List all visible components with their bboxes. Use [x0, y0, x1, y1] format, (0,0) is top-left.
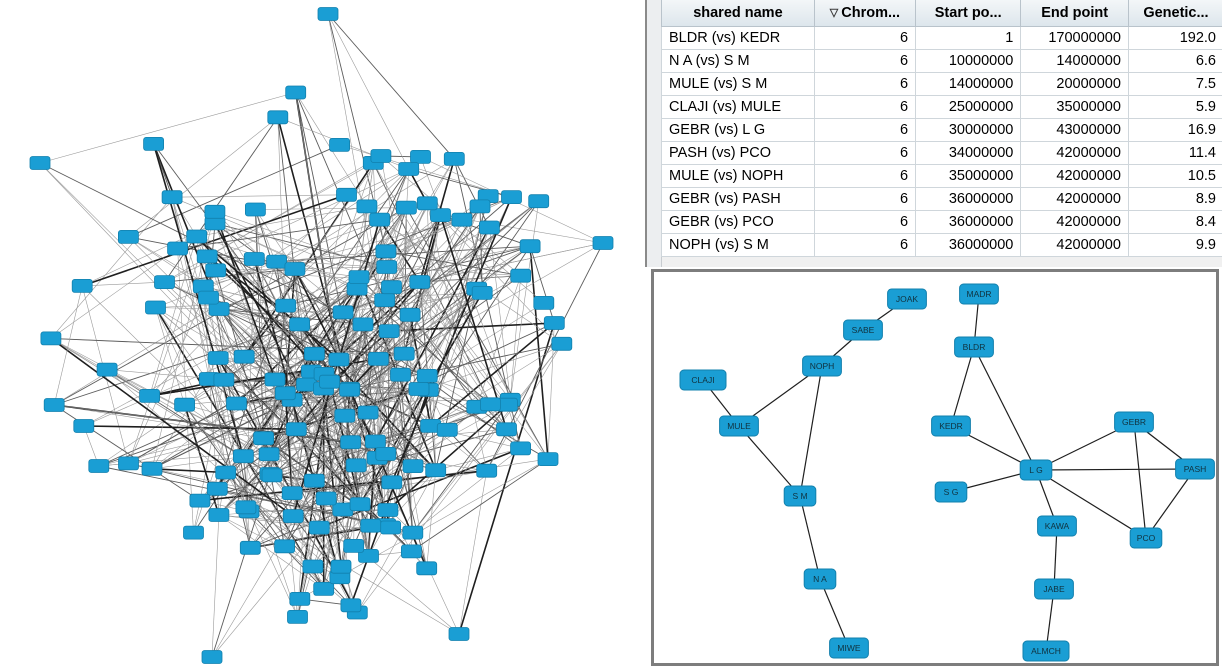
table-cell-end_point[interactable]: 43000000	[1021, 119, 1129, 142]
large-network-node[interactable]	[538, 453, 558, 466]
subnetwork-node-label: GEBR	[1121, 416, 1147, 427]
large-network-node[interactable]	[378, 504, 398, 517]
large-network-node[interactable]	[449, 628, 469, 641]
large-network-edge[interactable]	[154, 144, 325, 374]
table-cell-start_point[interactable]: 10000000	[916, 50, 1021, 73]
table-cell-chromosome[interactable]: 6	[814, 188, 915, 211]
large-network-node[interactable]	[417, 562, 437, 575]
large-network-node[interactable]	[511, 269, 531, 282]
table-row[interactable]	[662, 119, 1222, 142]
large-network-node[interactable]	[144, 137, 164, 150]
large-network-nodes[interactable]	[30, 8, 613, 664]
table-cell-start_point[interactable]: 1	[916, 27, 1021, 50]
large-network-node[interactable]	[377, 261, 397, 274]
large-network-node[interactable]	[309, 521, 329, 534]
large-network-node[interactable]	[290, 318, 310, 331]
table-body[interactable]	[662, 27, 1222, 257]
table-cell-shared_name[interactable]: NOPH (vs) S M	[662, 234, 815, 257]
column-header-start-point-label: Start po...	[934, 5, 1002, 21]
large-network-node[interactable]	[168, 242, 188, 255]
large-network-node[interactable]	[417, 197, 437, 210]
large-network-edge[interactable]	[54, 286, 82, 405]
large-network-node[interactable]	[72, 279, 92, 292]
table-cell-genetic[interactable]: 8.4	[1128, 211, 1222, 234]
table-header-row	[662, 0, 1222, 27]
large-network-node[interactable]	[401, 545, 421, 558]
subnetwork-nodes[interactable]	[680, 284, 1214, 661]
large-network-node[interactable]	[337, 188, 357, 201]
large-network-node[interactable]	[236, 501, 256, 514]
large-network-node[interactable]	[361, 519, 381, 532]
large-network-node[interactable]	[431, 209, 451, 222]
column-header-chromosome[interactable]	[814, 0, 915, 27]
large-network-node[interactable]	[262, 469, 282, 482]
large-network-node[interactable]	[382, 476, 402, 489]
table-cell-genetic[interactable]: 8.9	[1128, 188, 1222, 211]
subnetwork-node[interactable]	[1023, 641, 1069, 661]
large-network-edge[interactable]	[278, 117, 307, 384]
table-cell-shared_name[interactable]: GEBR (vs) PASH	[662, 188, 815, 211]
large-network-node[interactable]	[304, 474, 324, 487]
table-cell-shared_name[interactable]: N A (vs) S M	[662, 50, 815, 73]
table-cell-chromosome[interactable]: 6	[814, 27, 915, 50]
column-header-chromosome-label: Chrom...	[841, 5, 901, 21]
subnetwork-node-label: NOPH	[809, 360, 835, 371]
large-network-node[interactable]	[417, 369, 437, 382]
large-network-node[interactable]	[403, 526, 423, 539]
large-network-node[interactable]	[276, 299, 296, 312]
large-network-node[interactable]	[155, 276, 175, 289]
large-network-node[interactable]	[330, 138, 350, 151]
large-network-node[interactable]	[511, 442, 531, 455]
table-cell-end_point[interactable]: 42000000	[1021, 188, 1129, 211]
large-network-node[interactable]	[97, 363, 117, 376]
large-network-node[interactable]	[329, 353, 349, 366]
large-network-node[interactable]	[479, 221, 499, 234]
large-network-node[interactable]	[426, 464, 446, 477]
large-network-node[interactable]	[184, 526, 204, 539]
large-network-node[interactable]	[140, 389, 160, 402]
large-network-node[interactable]	[480, 398, 500, 411]
large-network-node[interactable]	[371, 150, 391, 163]
large-network-node[interactable]	[534, 296, 554, 309]
subnetwork-node[interactable]	[804, 569, 836, 589]
table-cell-shared_name[interactable]: GEBR (vs) PCO	[662, 211, 815, 234]
large-network-node[interactable]	[89, 460, 109, 473]
table-cell-chromosome[interactable]: 6	[814, 234, 915, 257]
large-network-node[interactable]	[403, 460, 423, 473]
large-network-node[interactable]	[74, 420, 94, 433]
large-network-node[interactable]	[520, 240, 540, 253]
large-network-node[interactable]	[376, 447, 396, 460]
subnetwork-node[interactable]	[932, 416, 971, 436]
subnetwork-node[interactable]	[803, 356, 842, 376]
large-network-node[interactable]	[375, 294, 395, 307]
subnetwork-edges	[703, 294, 1195, 651]
large-network-node[interactable]	[394, 347, 414, 360]
table-cell-start_point[interactable]: 35000000	[916, 165, 1021, 188]
subnetwork-node-label: CLAJI	[691, 374, 715, 385]
subnetwork-node[interactable]	[955, 337, 994, 357]
large-network-node[interactable]	[44, 399, 64, 412]
subnetwork-node[interactable]	[1038, 516, 1077, 536]
large-network-node[interactable]	[349, 271, 369, 284]
table-row[interactable]	[662, 27, 1222, 50]
large-network-node[interactable]	[283, 510, 303, 523]
selected-subnetwork-view[interactable]	[651, 269, 1219, 666]
large-network-node[interactable]	[452, 213, 472, 226]
large-network-node[interactable]	[282, 487, 302, 500]
large-network-node[interactable]	[275, 387, 295, 400]
table-cell-genetic[interactable]: 11.4	[1128, 142, 1222, 165]
table-cell-chromosome[interactable]: 6	[814, 119, 915, 142]
large-network-node[interactable]	[290, 592, 310, 605]
large-network-node[interactable]	[399, 163, 419, 176]
large-network-node[interactable]	[346, 459, 366, 472]
subnetwork-node-label: PASH	[1183, 463, 1207, 474]
large-network-node[interactable]	[318, 8, 338, 21]
table-cell-start_point[interactable]: 36000000	[916, 234, 1021, 257]
selected-subnetwork-canvas[interactable]	[654, 272, 1216, 663]
table-cell-end_point[interactable]: 42000000	[1021, 142, 1129, 165]
large-network-node[interactable]	[314, 582, 334, 595]
table-cell-genetic[interactable]: 16.9	[1128, 119, 1222, 142]
table-cell-end_point[interactable]: 20000000	[1021, 73, 1129, 96]
large-network-node[interactable]	[497, 423, 517, 436]
large-network-node[interactable]	[207, 482, 227, 495]
large-network-node[interactable]	[214, 373, 234, 386]
table-cell-chromosome[interactable]: 6	[814, 211, 915, 234]
large-network-node[interactable]	[118, 230, 138, 243]
large-network-node[interactable]	[190, 494, 210, 507]
large-network-edge[interactable]	[51, 249, 178, 339]
large-network-node[interactable]	[233, 450, 253, 463]
column-header-genetic-label: Genetic...	[1143, 5, 1209, 21]
column-header-end-point[interactable]	[1021, 0, 1129, 27]
large-network-node[interactable]	[234, 350, 254, 363]
large-network-node[interactable]	[175, 398, 195, 411]
large-network-node[interactable]	[593, 237, 613, 250]
large-network-node[interactable]	[268, 111, 288, 124]
table-row[interactable]	[662, 188, 1222, 211]
large-network-node[interactable]	[341, 436, 361, 449]
large-network-node[interactable]	[411, 150, 431, 163]
subnetwork-node-label: BLDR	[962, 341, 986, 352]
large-network-node[interactable]	[208, 352, 228, 365]
large-network-node[interactable]	[254, 432, 274, 445]
large-network-edge[interactable]	[413, 448, 521, 532]
large-network-node[interactable]	[275, 540, 295, 553]
subnetwork-edge[interactable]	[800, 496, 820, 579]
subnetwork-node-label: PCO	[1136, 532, 1156, 543]
subnetwork-node[interactable]	[1115, 412, 1154, 432]
large-network-node[interactable]	[381, 521, 401, 534]
large-network-node[interactable]	[477, 464, 497, 477]
large-network-node[interactable]	[286, 423, 306, 436]
subnetwork-node-label: JABE	[1043, 583, 1065, 594]
subnetwork-node-label: L G	[1029, 464, 1043, 475]
table-cell-shared_name[interactable]: BLDR (vs) KEDR	[662, 27, 815, 50]
column-header-shared-name-label: shared name	[693, 5, 783, 21]
large-network-node[interactable]	[304, 347, 324, 360]
subnetwork-node[interactable]	[1020, 460, 1052, 480]
large-network-node[interactable]	[30, 157, 50, 170]
large-network-node[interactable]	[199, 291, 219, 304]
subnetwork-node-label: ALMCH	[1031, 645, 1061, 656]
subnetwork-node-label: S G	[943, 486, 959, 497]
large-network-edge[interactable]	[255, 208, 406, 210]
subnetwork-node[interactable]	[830, 638, 869, 658]
large-network-node[interactable]	[333, 306, 353, 319]
large-network-node[interactable]	[205, 217, 225, 230]
large-network-node[interactable]	[502, 191, 522, 204]
large-network-node[interactable]	[285, 263, 305, 276]
table-cell-chromosome[interactable]: 6	[814, 165, 915, 188]
large-network-node[interactable]	[146, 301, 166, 314]
table-cell-genetic[interactable]: 6.6	[1128, 50, 1222, 73]
table-cell-shared_name[interactable]: MULE (vs) NOPH	[662, 165, 815, 188]
subnetwork-node-label: N A	[813, 573, 827, 584]
table-cell-end_point[interactable]: 42000000	[1021, 234, 1129, 257]
large-network-node[interactable]	[206, 264, 226, 277]
large-network-node[interactable]	[209, 509, 229, 522]
subnetwork-node-label: KEDR	[939, 420, 963, 431]
large-network-node[interactable]	[437, 423, 457, 436]
large-network-node[interactable]	[344, 539, 364, 552]
table-cell-end_point[interactable]: 42000000	[1021, 211, 1129, 234]
large-network-node[interactable]	[353, 318, 373, 331]
large-network-node[interactable]	[265, 373, 285, 386]
subnetwork-node-label: MADR	[966, 288, 992, 299]
large-network-node[interactable]	[240, 541, 260, 554]
subnetwork-edge[interactable]	[974, 347, 1036, 470]
large-network-node[interactable]	[470, 200, 490, 213]
table-cell-start_point[interactable]: 14000000	[916, 73, 1021, 96]
table-row[interactable]	[662, 96, 1222, 119]
table-cell-start_point[interactable]: 34000000	[916, 142, 1021, 165]
large-network-node[interactable]	[320, 375, 340, 388]
table-cell-start_point[interactable]: 36000000	[916, 211, 1021, 234]
large-network-node[interactable]	[552, 337, 572, 350]
table-cell-genetic[interactable]: 7.5	[1128, 73, 1222, 96]
subnetwork-node[interactable]	[1176, 459, 1215, 479]
large-network-node[interactable]	[350, 498, 370, 511]
table-row[interactable]	[662, 165, 1222, 188]
table-row[interactable]	[662, 234, 1222, 257]
subnetwork-node-label: KAWA	[1044, 520, 1070, 531]
large-network-node[interactable]	[396, 201, 416, 214]
large-network-node[interactable]	[529, 195, 549, 208]
large-network-node[interactable]	[316, 492, 336, 505]
table-row[interactable]	[662, 142, 1222, 165]
table-cell-shared_name[interactable]: GEBR (vs) L G	[662, 119, 815, 142]
table-cell-shared_name[interactable]: CLAJI (vs) MULE	[662, 96, 815, 119]
large-network-node[interactable]	[340, 383, 360, 396]
large-network-node[interactable]	[227, 397, 247, 410]
large-network-edge[interactable]	[328, 14, 454, 159]
large-network-node[interactable]	[286, 86, 306, 99]
subnetwork-edge[interactable]	[1134, 422, 1146, 538]
large-network-node[interactable]	[409, 383, 429, 396]
filter-icon[interactable]: ▽	[829, 7, 839, 19]
subnetwork-node[interactable]	[960, 284, 999, 304]
subnetwork-node[interactable]	[1130, 528, 1162, 548]
table-cell-genetic[interactable]: 10.5	[1128, 165, 1222, 188]
subnetwork-node[interactable]	[844, 320, 883, 340]
large-network-node[interactable]	[357, 200, 377, 213]
large-network-edge[interactable]	[203, 286, 219, 515]
large-network-node[interactable]	[391, 368, 411, 381]
large-network-node[interactable]	[544, 317, 564, 330]
subnetwork-node-label: MIWE	[837, 642, 861, 653]
subnetwork-edge[interactable]	[951, 347, 974, 426]
subnetwork-node[interactable]	[784, 486, 816, 506]
large-network-node[interactable]	[259, 448, 279, 461]
large-network-node[interactable]	[382, 281, 402, 294]
edge-table-panel[interactable]	[645, 0, 1222, 267]
table-cell-end_point[interactable]: 42000000	[1021, 165, 1129, 188]
subnetwork-node[interactable]	[935, 482, 967, 502]
large-network-node[interactable]	[41, 332, 61, 345]
large-network-node[interactable]	[331, 560, 351, 573]
large-network-edge[interactable]	[459, 471, 487, 634]
subnetwork-node[interactable]	[888, 289, 927, 309]
table-cell-chromosome[interactable]: 6	[814, 142, 915, 165]
column-header-shared-name[interactable]	[662, 0, 815, 27]
large-network-node[interactable]	[245, 203, 265, 216]
table-cell-end_point[interactable]: 170000000	[1021, 27, 1129, 50]
large-network-node[interactable]	[244, 253, 264, 266]
large-network-node[interactable]	[197, 250, 217, 263]
table-cell-genetic[interactable]: 9.9	[1128, 234, 1222, 257]
large-network-node[interactable]	[472, 286, 492, 299]
table-cell-end_point[interactable]: 35000000	[1021, 96, 1129, 119]
table-cell-start_point[interactable]: 25000000	[916, 96, 1021, 119]
table-cell-genetic[interactable]: 5.9	[1128, 96, 1222, 119]
large-network-node[interactable]	[202, 651, 222, 664]
table-cell-start_point[interactable]: 30000000	[916, 119, 1021, 142]
edge-table[interactable]	[661, 0, 1222, 257]
column-header-genetic[interactable]	[1128, 0, 1222, 27]
large-network-node[interactable]	[341, 599, 361, 612]
large-network-node[interactable]	[187, 230, 207, 243]
large-network-edge[interactable]	[82, 282, 164, 286]
subnetwork-node-label: JOAK	[895, 293, 919, 304]
large-network-node[interactable]	[365, 435, 385, 448]
table-cell-start_point[interactable]: 36000000	[916, 188, 1021, 211]
large-network-node[interactable]	[267, 255, 287, 268]
table-cell-chromosome[interactable]: 6	[814, 73, 915, 96]
column-header-start-point[interactable]	[916, 0, 1021, 27]
large-network-node[interactable]	[288, 610, 308, 623]
subnetwork-node-label: MULE	[727, 420, 751, 431]
table-cell-shared_name[interactable]: MULE (vs) S M	[662, 73, 815, 96]
subnetwork-node-label: S M	[792, 490, 808, 501]
subnetwork-node-label: SABE	[851, 324, 875, 335]
large-network-node[interactable]	[119, 457, 139, 470]
table-cell-end_point[interactable]: 14000000	[1021, 50, 1129, 73]
large-network-node[interactable]	[368, 352, 388, 365]
large-network-node[interactable]	[303, 560, 323, 573]
table-row[interactable]	[662, 50, 1222, 73]
large-network-node[interactable]	[142, 462, 162, 475]
large-network-node[interactable]	[216, 466, 236, 479]
table-row[interactable]	[662, 211, 1222, 234]
large-network-node[interactable]	[400, 308, 420, 321]
large-network-node[interactable]	[444, 152, 464, 165]
large-network-node[interactable]	[410, 276, 430, 289]
subnetwork-node[interactable]	[1035, 579, 1074, 599]
subnetwork-node[interactable]	[720, 416, 759, 436]
table-row-grip	[647, 0, 662, 267]
subnetwork-node[interactable]	[680, 370, 726, 390]
large-network-node[interactable]	[379, 325, 399, 338]
large-network-node[interactable]	[376, 245, 396, 258]
table-cell-shared_name[interactable]: PASH (vs) PCO	[662, 142, 815, 165]
large-network-edge[interactable]	[51, 197, 172, 338]
large-network-edge[interactable]	[212, 515, 219, 657]
large-network-edge[interactable]	[172, 195, 346, 197]
table-cell-genetic[interactable]: 192.0	[1128, 27, 1222, 50]
large-network-node[interactable]	[205, 205, 225, 218]
table-row[interactable]	[662, 73, 1222, 96]
large-network-node[interactable]	[347, 282, 367, 295]
subnetwork-edge[interactable]	[1036, 469, 1195, 470]
large-network-node[interactable]	[335, 409, 355, 422]
subnetwork-edge[interactable]	[800, 366, 822, 496]
large-network-node[interactable]	[358, 406, 378, 419]
large-network-node[interactable]	[162, 191, 182, 204]
large-network-edge[interactable]	[40, 93, 296, 164]
table-header	[662, 0, 1222, 27]
column-header-end-point-label: End point	[1041, 5, 1109, 21]
table-cell-chromosome[interactable]: 6	[814, 96, 915, 119]
large-network-node[interactable]	[370, 213, 390, 226]
table-cell-chromosome[interactable]: 6	[814, 50, 915, 73]
